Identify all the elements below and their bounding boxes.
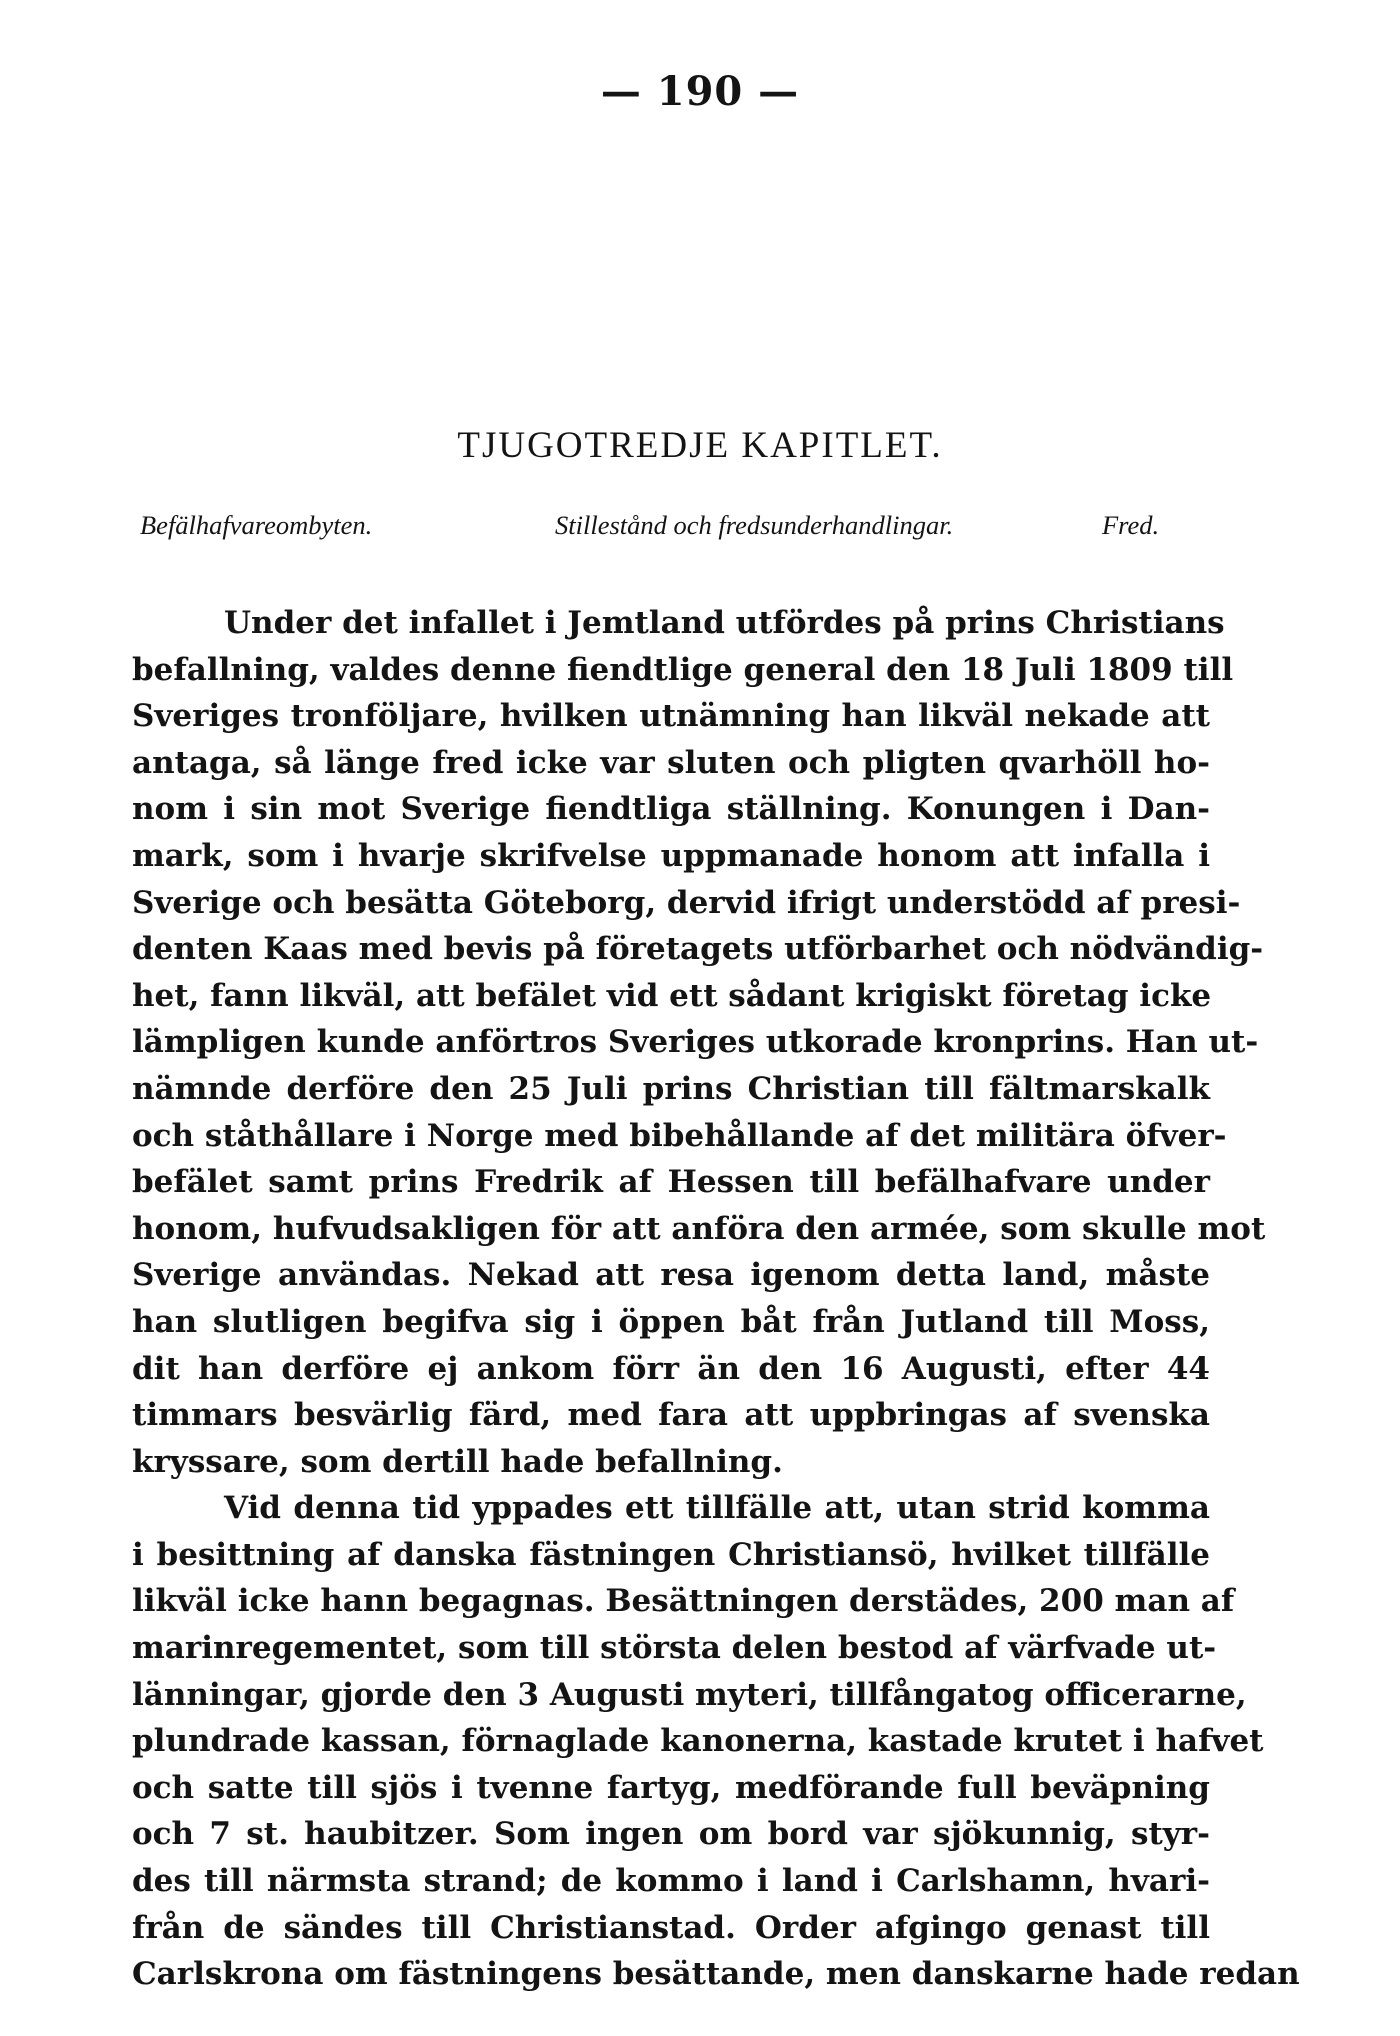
text-line: lämpligen kunde anförtros Sveriges utkorade kronprins. Han ut- xyxy=(132,1024,1259,1061)
text-line: antaga, så länge fred icke var sluten och pligten qvarhöll ho- xyxy=(132,744,1210,781)
page-number: — 190 — xyxy=(600,68,800,115)
text-line: befallning, valdes denne fiendtlige general den 18 Juli 1809 till xyxy=(132,651,1234,688)
text-line: het, fann likväl, att befälet vid ett sådant krigiskt företag icke xyxy=(132,977,1212,1014)
text-line: mark, som i hvarje skrifvelse uppmanade honom att infalla i xyxy=(132,837,1210,874)
text-line: och ståthållare i Norge med bibehållande af det militära öfver- xyxy=(132,1117,1227,1154)
body-text xyxy=(132,600,1300,1998)
text-line: Carlskrona om fästningens besättande, men danskarne hade redan xyxy=(132,1956,1300,1993)
text-line: länningar, gjorde den 3 Augusti myteri, tillfångatog officerarne, xyxy=(132,1676,1247,1713)
text-line: Under det infallet i Jemtland utfördes på prins Christians xyxy=(224,605,1225,641)
text-line: Sverige användas. Nekad att resa igenom detta land, måste xyxy=(132,1257,1210,1294)
text-line: och 7 st. haubitzer. Som ingen om bord var sjökunnig, styr- xyxy=(132,1816,1210,1853)
text-line: des till närmsta strand; de kommo i land i Carlshamn, hvari- xyxy=(132,1863,1210,1900)
text-line: likväl icke hann begagnas. Besättningen derstädes, 200 man af xyxy=(132,1583,1235,1620)
text-line: och satte till sjös i tvenne fartyg, medförande full beväpning xyxy=(132,1769,1210,1806)
summary-item: Befälhafvareombyten. xyxy=(140,510,373,540)
text-line: dit han derföre ej ankom förr än den 16 Augusti, efter 44 xyxy=(132,1350,1210,1387)
text-line: honom, hufvudsakligen för att anföra den armée, som skulle mot xyxy=(132,1210,1266,1247)
chapter-title: TJUGOTREDJE KAPITLET. xyxy=(457,425,943,466)
text-line: timmars besvärlig färd, med fara att uppbringas af svenska xyxy=(132,1397,1210,1434)
text-line: Vid denna tid yppades ett tillfälle att, utan strid komma xyxy=(224,1490,1210,1527)
text-line: kryssare, som dertill hade befallning. xyxy=(132,1443,783,1480)
summary-item: Fred. xyxy=(1102,510,1160,540)
text-line: från de sändes till Christianstad. Order afgingo genast till xyxy=(132,1909,1210,1946)
text-line: Sverige och besätta Göteborg, dervid ifrigt understödd af presi- xyxy=(132,884,1241,921)
text-line: han slutligen begifva sig i öppen båt från Jutland till Moss, xyxy=(132,1303,1210,1340)
summary-item: Stillestånd och fredsunderhandlingar. xyxy=(555,510,954,540)
text-line: nom i sin mot Sverige fiendtliga ställning. Konungen i Dan- xyxy=(132,791,1210,828)
text-line: plundrade kassan, förnaglade kanonerna, kastade krutet i hafvet xyxy=(132,1723,1264,1760)
text-line: i besittning af danska fästningen Christiansö, hvilket tillfälle xyxy=(132,1536,1210,1573)
text-line: nämnde derföre den 25 Juli prins Christian till fältmarskalk xyxy=(132,1070,1210,1107)
text-line: marinregementet, som till största delen bestod af värfvade ut- xyxy=(132,1630,1217,1667)
text-line: befälet samt prins Fredrik af Hessen till befälhafvare under xyxy=(132,1164,1210,1201)
text-line: denten Kaas med bevis på företagets utförbarhet och nödvändig- xyxy=(132,931,1264,968)
text-line: Sveriges tronföljare, hvilken utnämning han likväl nekade att xyxy=(132,698,1210,735)
